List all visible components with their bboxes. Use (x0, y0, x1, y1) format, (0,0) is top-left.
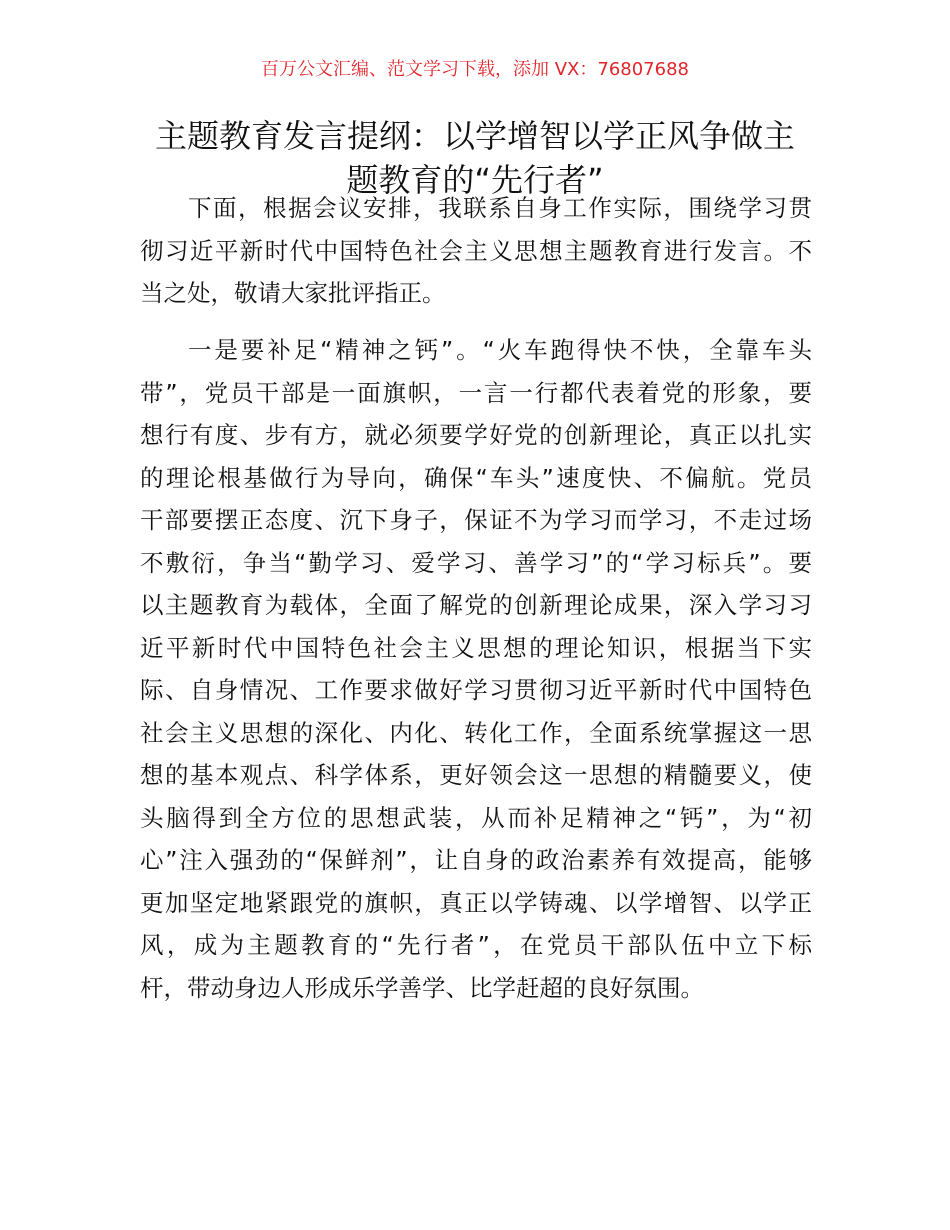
paragraph-line: 的理论根基做行为导向，确保“车头”速度快、不偏航。党员 (140, 463, 812, 492)
paragraph-line: 心”注入强劲的“保鲜剂”，让自身的政治素养有效提高，能够 (140, 846, 812, 874)
paragraph-line: 不敷衍，争当“勤学习、爱学习、善学习”的“学习标兵”。要 (140, 548, 812, 577)
paragraph-line: 近平新时代中国特色社会主义思想的理论知识，根据当下实 (140, 633, 812, 662)
paragraph-line: 更加坚定地紧跟党的旗帜，真正以学铸魂、以学增智、以学正 (140, 888, 812, 917)
title-line: 主题教育发言提纲：以学增智以学正风争做主 (154, 117, 795, 155)
paragraph-point-one (140, 329, 812, 1009)
paragraph-line: 以主题教育为载体，全面了解党的创新理论成果，深入学习习 (140, 591, 812, 619)
paragraph-line: 彻习近平新时代中国特色社会主义思想主题教育进行发言。不 (140, 236, 812, 265)
paragraph-line: 当之处，敬请大家批评指正。 (140, 279, 446, 307)
paragraph-line: 下面，根据会议安排，我联系自身工作实际，围绕学习贯 (188, 194, 812, 222)
title-line: 题教育的“先行者” (346, 161, 604, 199)
paragraph-line: 风，成为主题教育的“先行者”，在党员干部队伍中立下标 (140, 931, 812, 959)
watermark-banner: 百万公文汇编、范文学习下载，添加 VX：76807688 (261, 59, 689, 80)
paragraph-line: 头脑得到全方位的思想武装，从而补足精神之“钙”，为“初 (140, 803, 812, 832)
paragraph-line: 想的基本观点、科学体系，更好领会这一思想的精髓要义，使 (140, 761, 812, 789)
paragraph-line: 际、自身情况、工作要求做好学习贯彻习近平新时代中国特色 (140, 676, 812, 704)
paragraph-line: 干部要摆正态度、沉下身子，保证不为学习而学习，不走过场 (140, 506, 812, 534)
paragraph-line: 想行有度、步有方，就必须要学好党的创新理论，真正以扎实 (140, 421, 812, 449)
paragraph-line: 杆，带动身边人形成乐学善学、比学赶超的良好氛围。 (140, 973, 704, 1002)
paragraph-line: 社会主义思想的深化、内化、转化工作，全面系统掌握这一思 (140, 718, 812, 747)
paragraph-line: 一是要补足“精神之钙”。“火车跑得快不快，全靠车头 (188, 336, 812, 364)
paragraph-line: 带”，党员干部是一面旗帜，一言一行都代表着党的形象，要 (140, 378, 812, 407)
paragraph-intro (140, 187, 812, 315)
